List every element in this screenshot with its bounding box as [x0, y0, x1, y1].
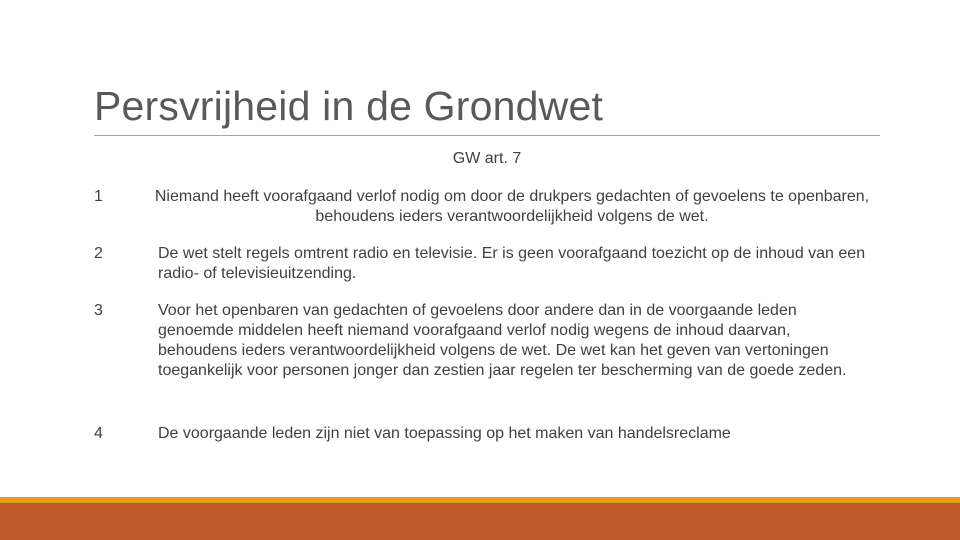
slide-title: Persvrijheid in de Grondwet — [94, 83, 604, 129]
row-text: De voorgaande leden zijn niet van toepassing op het maken van handelsreclame — [158, 425, 731, 442]
title-divider — [94, 135, 880, 136]
row-text: Voor het openbaren van gedachten of gevoelens door andere dan in de voorgaande leden genoemde middelen heeft niemand voorafgaand verlof nodig wegens de inhoud daarvan, behoudens ieders verantwoordelijkheid volgens de wet. De wet kan het geven van vertoningen toegankelijk voor personen jonger dan zestien jaar regelen ter bescherming van de goede zeden. — [158, 302, 847, 379]
row-number: 4 — [94, 425, 103, 442]
row-number: 2 — [94, 245, 103, 262]
footer-band — [0, 503, 960, 540]
table-heading: GW art. 7 — [452, 150, 522, 167]
row-text: Niemand heeft voorafgaand verlof nodig om door de drukpers gedachten of gevoelens te openbaren, behoudens ieders verantwoordelijkheid volgens de wet. — [154, 188, 870, 225]
row-text: De wet stelt regels omtrent radio en televisie. Er is geen voorafgaand toezicht op de inhoud van een radio- of televisieuitzending. — [158, 245, 866, 282]
row-number: 3 — [94, 302, 103, 319]
row-number: 1 — [94, 188, 103, 205]
